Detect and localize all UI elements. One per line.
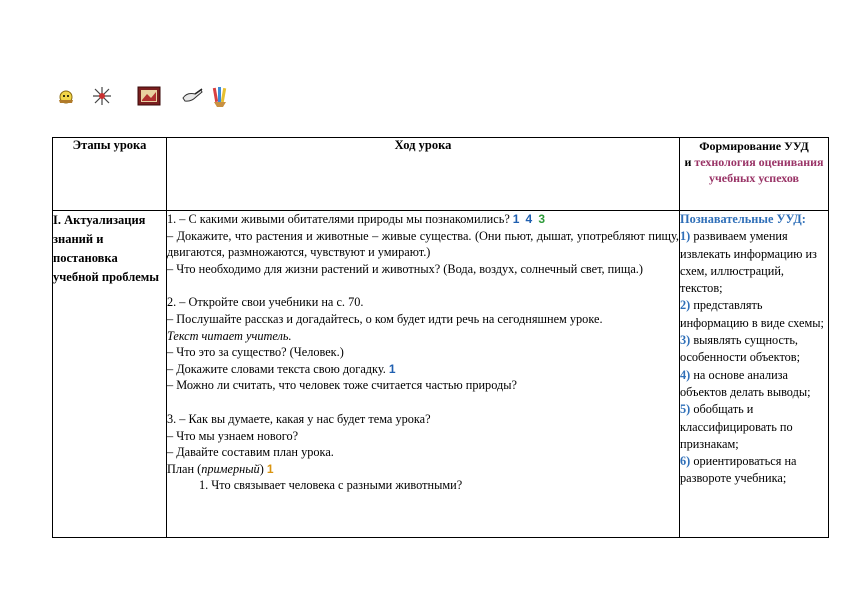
course-q2e: – Докажите словами текста свою догадку. 1	[167, 361, 396, 376]
sparkle-icon	[92, 86, 112, 106]
course-q1: 1. – С какими живыми обитателями природы мы познакомились? 1 4 3	[167, 212, 545, 226]
colored-pencils-icon	[212, 86, 228, 108]
course-q3: 3. – Как вы думаете, какая у нас будет тема урока?	[167, 411, 431, 426]
uud-item: 2) представлять информацию в виде схемы;	[680, 298, 824, 330]
course-q2: 2. – Откройте свои учебники на с. 70.	[167, 295, 364, 310]
uud-item: 3) выявлять сущность, особенности объектов;	[680, 333, 801, 365]
score-num: 3	[538, 212, 545, 226]
course-q1c: – Что необходимо для жизни растений и животных? (Вода, воздух, солнечный свет, пища.)	[167, 261, 643, 276]
course-plan: План (примерный) 1	[167, 461, 274, 476]
uud-item: 5) обобщать и классифицировать по признакам;	[680, 402, 793, 451]
header-uud-rest	[680, 154, 828, 186]
course-q2b: – Послушайте рассказ и догадайтесь, о ком будет идти речь на сегодняшнем уроке.	[167, 311, 603, 326]
lesson-table	[52, 137, 829, 538]
plan-item: 1. Что связывает человека с разными животными?	[199, 478, 463, 493]
course-cell	[167, 211, 680, 538]
course-q3c: – Давайте составим план урока.	[167, 445, 334, 460]
table-row	[53, 211, 829, 538]
course-q2d: – Что это за существо? (Человек.)	[167, 345, 344, 360]
header-uud-tech: технология оценивания учебных успехов	[694, 155, 824, 185]
score-num: 1	[388, 361, 396, 376]
table-header-row	[53, 138, 829, 211]
course-q2f: – Можно ли считать, что человек тоже считается частью природы?	[167, 378, 517, 393]
score-num: 4	[525, 212, 533, 226]
uud-item: 4) на основе анализа объектов делать выводы;	[680, 367, 811, 399]
uud-item: 6) ориентироваться на развороте учебника;	[680, 454, 797, 486]
course-q3b: – Что мы узнаем нового?	[167, 428, 299, 443]
header-uud-and: и	[684, 155, 692, 169]
score-num: 1	[512, 212, 520, 226]
hand-pen-icon	[181, 86, 203, 106]
uud-cell	[680, 211, 829, 538]
uud-item: 1) развиваем умения извлекать информацию из схем, иллюстраций, текстов;	[680, 229, 817, 296]
header-uud	[680, 138, 829, 211]
course-q2c: Текст читает учитель.	[167, 328, 292, 343]
sun-face-icon	[57, 86, 75, 106]
uud-title: Познавательные УУД:	[680, 212, 806, 226]
stage-cell: I. Актуализация знаний и постановка учебной проблемы	[53, 211, 167, 538]
header-uud-line1: Формирование УУД	[699, 139, 809, 153]
header-stages: Этапы урока	[53, 138, 167, 211]
header-course: Ход урока	[167, 138, 680, 211]
framed-picture-icon	[137, 86, 161, 106]
score-num: 1	[266, 461, 274, 476]
course-q1b: – Докажите, что растения и животные – живые существа. (Они пьют, дышат, употребляют пищу, двигаются, размножаются, чувствуют и умирают.)	[167, 228, 679, 260]
